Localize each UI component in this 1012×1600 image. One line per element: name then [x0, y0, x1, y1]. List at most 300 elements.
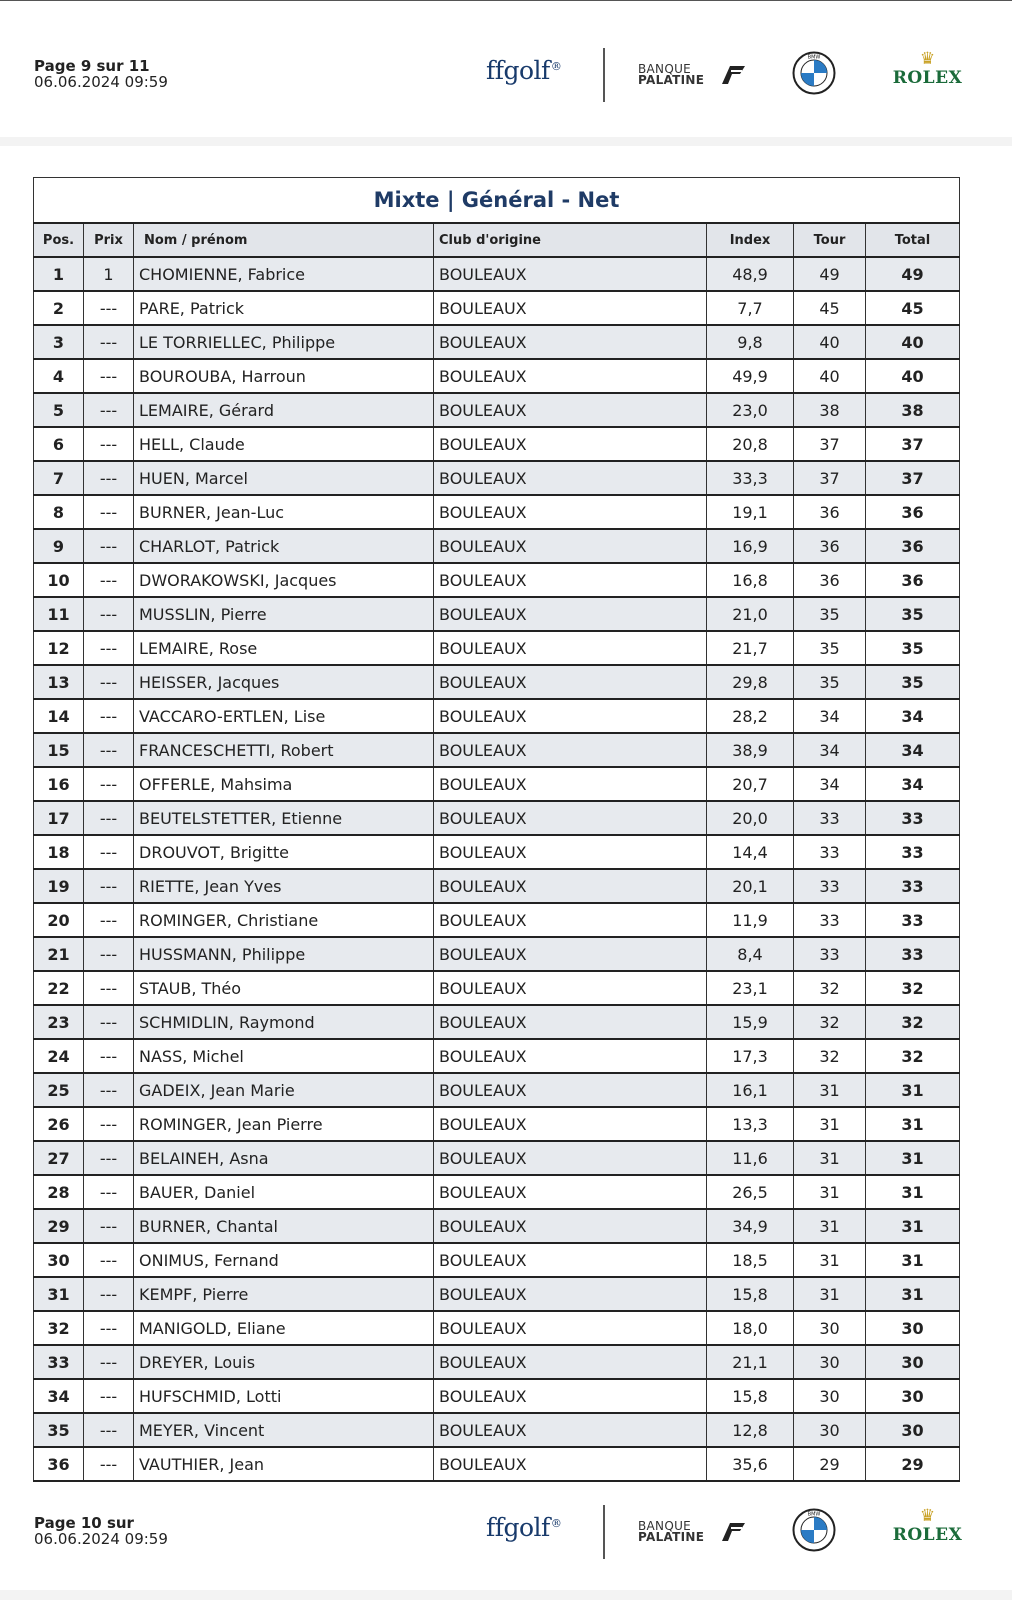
- cell-prix: ---: [84, 529, 134, 563]
- cell-tour: 30: [794, 1413, 866, 1447]
- cell-total: 40: [866, 325, 960, 359]
- cell-pos: 11: [34, 597, 84, 631]
- cell-index: 20,1: [707, 869, 794, 903]
- cell-name: HUSSMANN, Philippe: [134, 937, 434, 971]
- table-row: [34, 733, 960, 767]
- cell-name: BEUTELSTETTER, Etienne: [134, 801, 434, 835]
- cell-tour: 30: [794, 1379, 866, 1413]
- cell-prix: ---: [84, 563, 134, 597]
- page-number-bottom: Page 10 sur: [34, 1514, 134, 1532]
- cell-tour: 37: [794, 461, 866, 495]
- cell-total: 32: [866, 971, 960, 1005]
- cell-total: 33: [866, 903, 960, 937]
- table-row: [34, 1005, 960, 1039]
- cell-total: 33: [866, 937, 960, 971]
- cell-name: HELL, Claude: [134, 427, 434, 461]
- table-row: [34, 1039, 960, 1073]
- page-header-top: [0, 41, 1012, 111]
- cell-prix: ---: [84, 1005, 134, 1039]
- table-row: [34, 1277, 960, 1311]
- table-row: [34, 1311, 960, 1345]
- cell-pos: 1: [34, 257, 84, 291]
- cell-club: BOULEAUX: [434, 801, 707, 835]
- cell-tour: 36: [794, 529, 866, 563]
- cell-name: DWORAKOWSKI, Jacques: [134, 563, 434, 597]
- cell-total: 31: [866, 1175, 960, 1209]
- table-row: [34, 495, 960, 529]
- cell-club: BOULEAUX: [434, 563, 707, 597]
- page-number: Page 9 sur 11: [34, 57, 150, 75]
- cell-pos: 27: [34, 1141, 84, 1175]
- cell-tour: 45: [794, 291, 866, 325]
- table-row: [34, 1141, 960, 1175]
- cell-pos: 15: [34, 733, 84, 767]
- cell-prix: 1: [84, 257, 134, 291]
- cell-name: ROMINGER, Jean Pierre: [134, 1107, 434, 1141]
- cell-tour: 37: [794, 427, 866, 461]
- cell-pos: 34: [34, 1379, 84, 1413]
- cell-pos: 24: [34, 1039, 84, 1073]
- cell-index: 26,5: [707, 1175, 794, 1209]
- cell-pos: 10: [34, 563, 84, 597]
- cell-pos: 29: [34, 1209, 84, 1243]
- cell-index: 18,5: [707, 1243, 794, 1277]
- cell-tour: 31: [794, 1107, 866, 1141]
- cell-name: DREYER, Louis: [134, 1345, 434, 1379]
- table-row: [34, 665, 960, 699]
- cell-index: 11,9: [707, 903, 794, 937]
- cell-club: BOULEAUX: [434, 631, 707, 665]
- cell-index: 15,8: [707, 1277, 794, 1311]
- cell-club: BOULEAUX: [434, 1243, 707, 1277]
- cell-pos: 36: [34, 1447, 84, 1481]
- cell-pos: 35: [34, 1413, 84, 1447]
- cell-index: 14,4: [707, 835, 794, 869]
- cell-total: 31: [866, 1073, 960, 1107]
- cell-name: VACCARO-ERTLEN, Lise: [134, 699, 434, 733]
- cell-name: BELAINEH, Asna: [134, 1141, 434, 1175]
- cell-tour: 29: [794, 1447, 866, 1481]
- cell-tour: 30: [794, 1345, 866, 1379]
- cell-pos: 22: [34, 971, 84, 1005]
- cell-index: 23,1: [707, 971, 794, 1005]
- col-header-club: Club d'origine: [434, 223, 707, 257]
- cell-index: 16,9: [707, 529, 794, 563]
- palatine-mark-icon: [716, 62, 746, 86]
- cell-index: 9,8: [707, 325, 794, 359]
- cell-pos: 14: [34, 699, 84, 733]
- cell-pos: 9: [34, 529, 84, 563]
- cell-club: BOULEAUX: [434, 1277, 707, 1311]
- rolex-crown-icon: ♛: [919, 49, 936, 69]
- table-row: [34, 1379, 960, 1413]
- cell-name: LEMAIRE, Rose: [134, 631, 434, 665]
- cell-index: 28,2: [707, 699, 794, 733]
- cell-name: BURNER, Chantal: [134, 1209, 434, 1243]
- cell-index: 20,7: [707, 767, 794, 801]
- cell-pos: 2: [34, 291, 84, 325]
- cell-prix: ---: [84, 1413, 134, 1447]
- cell-pos: 19: [34, 869, 84, 903]
- page-info-bottom: [34, 1515, 168, 1547]
- cell-total: 36: [866, 495, 960, 529]
- cell-club: BOULEAUX: [434, 427, 707, 461]
- cell-club: BOULEAUX: [434, 597, 707, 631]
- cell-club: BOULEAUX: [434, 1073, 707, 1107]
- cell-pos: 3: [34, 325, 84, 359]
- cell-tour: 34: [794, 733, 866, 767]
- cell-club: BOULEAUX: [434, 903, 707, 937]
- cell-prix: ---: [84, 1209, 134, 1243]
- cell-total: 36: [866, 529, 960, 563]
- cell-pos: 8: [34, 495, 84, 529]
- cell-club: BOULEAUX: [434, 393, 707, 427]
- cell-pos: 17: [34, 801, 84, 835]
- col-header-total: Total: [866, 223, 960, 257]
- results-table: [33, 177, 960, 1482]
- cell-index: 8,4: [707, 937, 794, 971]
- print-datetime: 06.06.2024 09:59: [34, 73, 168, 91]
- cell-tour: 33: [794, 835, 866, 869]
- cell-name: VAUTHIER, Jean: [134, 1447, 434, 1481]
- cell-club: BOULEAUX: [434, 257, 707, 291]
- cell-prix: ---: [84, 835, 134, 869]
- cell-name: ONIMUS, Fernand: [134, 1243, 434, 1277]
- cell-total: 34: [866, 699, 960, 733]
- cell-name: BAUER, Daniel: [134, 1175, 434, 1209]
- table-row: [34, 903, 960, 937]
- cell-prix: ---: [84, 1039, 134, 1073]
- cell-club: BOULEAUX: [434, 767, 707, 801]
- cell-name: MANIGOLD, Eliane: [134, 1311, 434, 1345]
- bmw-logo: [792, 1508, 836, 1552]
- cell-index: 33,3: [707, 461, 794, 495]
- cell-total: 37: [866, 427, 960, 461]
- cell-index: 20,0: [707, 801, 794, 835]
- cell-prix: ---: [84, 1243, 134, 1277]
- cell-club: BOULEAUX: [434, 1413, 707, 1447]
- table-row: [34, 699, 960, 733]
- cell-index: 18,0: [707, 1311, 794, 1345]
- cell-prix: ---: [84, 359, 134, 393]
- cell-club: BOULEAUX: [434, 1379, 707, 1413]
- cell-total: 33: [866, 801, 960, 835]
- cell-total: 31: [866, 1243, 960, 1277]
- cell-prix: ---: [84, 1379, 134, 1413]
- cell-tour: 49: [794, 257, 866, 291]
- cell-club: BOULEAUX: [434, 869, 707, 903]
- rolex-crown-icon: ♛: [919, 1506, 936, 1526]
- table-row: [34, 869, 960, 903]
- cell-club: BOULEAUX: [434, 1447, 707, 1481]
- cell-total: 31: [866, 1141, 960, 1175]
- cell-name: GADEIX, Jean Marie: [134, 1073, 434, 1107]
- cell-tour: 35: [794, 597, 866, 631]
- rolex-logo: ♛ ROLEX: [890, 50, 965, 98]
- cell-prix: ---: [84, 767, 134, 801]
- cell-index: 15,8: [707, 1379, 794, 1413]
- cell-prix: ---: [84, 1345, 134, 1379]
- table-body: [34, 257, 960, 1481]
- cell-index: 16,1: [707, 1073, 794, 1107]
- cell-name: NASS, Michel: [134, 1039, 434, 1073]
- cell-name: HUEN, Marcel: [134, 461, 434, 495]
- cell-tour: 32: [794, 1005, 866, 1039]
- cell-index: 17,3: [707, 1039, 794, 1073]
- cell-club: BOULEAUX: [434, 1107, 707, 1141]
- col-header-prix: Prix: [84, 223, 134, 257]
- cell-total: 49: [866, 257, 960, 291]
- cell-index: 12,8: [707, 1413, 794, 1447]
- cell-club: BOULEAUX: [434, 1209, 707, 1243]
- cell-prix: ---: [84, 1107, 134, 1141]
- logo-divider: [603, 1505, 605, 1559]
- table-row: [34, 971, 960, 1005]
- table-row: [34, 257, 960, 291]
- table-row: [34, 1243, 960, 1277]
- cell-prix: ---: [84, 291, 134, 325]
- cell-index: 21,7: [707, 631, 794, 665]
- cell-total: 38: [866, 393, 960, 427]
- cell-tour: 34: [794, 699, 866, 733]
- cell-pos: 28: [34, 1175, 84, 1209]
- cell-tour: 31: [794, 1209, 866, 1243]
- cell-prix: ---: [84, 1311, 134, 1345]
- cell-club: BOULEAUX: [434, 1175, 707, 1209]
- cell-club: BOULEAUX: [434, 1039, 707, 1073]
- cell-total: 34: [866, 733, 960, 767]
- table-row: [34, 359, 960, 393]
- cell-prix: ---: [84, 393, 134, 427]
- page-header-bottom: [0, 1498, 1012, 1568]
- cell-prix: ---: [84, 597, 134, 631]
- cell-club: BOULEAUX: [434, 971, 707, 1005]
- cell-club: BOULEAUX: [434, 291, 707, 325]
- table-row: [34, 1209, 960, 1243]
- cell-index: 21,1: [707, 1345, 794, 1379]
- ffgolf-logo: ffgolf®: [486, 1513, 562, 1542]
- col-header-index: Index: [707, 223, 794, 257]
- ffgolf-logo: ffgolf®: [486, 56, 562, 85]
- cell-total: 29: [866, 1447, 960, 1481]
- cell-tour: 31: [794, 1243, 866, 1277]
- cell-name: DROUVOT, Brigitte: [134, 835, 434, 869]
- rolex-logo: ♛ ROLEX: [890, 1507, 965, 1555]
- cell-prix: ---: [84, 937, 134, 971]
- cell-prix: ---: [84, 699, 134, 733]
- sponsor-logos: [470, 46, 980, 106]
- cell-total: 33: [866, 835, 960, 869]
- table-row: [34, 937, 960, 971]
- cell-pos: 5: [34, 393, 84, 427]
- cell-name: LE TORRIELLEC, Philippe: [134, 325, 434, 359]
- table-row: [34, 1175, 960, 1209]
- cell-name: SCHMIDLIN, Raymond: [134, 1005, 434, 1039]
- cell-club: BOULEAUX: [434, 461, 707, 495]
- cell-club: BOULEAUX: [434, 1005, 707, 1039]
- cell-tour: 38: [794, 393, 866, 427]
- cell-name: OFFERLE, Mahsima: [134, 767, 434, 801]
- table-header-row: [34, 223, 960, 257]
- cell-name: PARE, Patrick: [134, 291, 434, 325]
- bmw-logo: [792, 51, 836, 95]
- bmw-roundel-icon: [792, 51, 836, 95]
- cell-index: 35,6: [707, 1447, 794, 1481]
- cell-pos: 31: [34, 1277, 84, 1311]
- cell-prix: ---: [84, 427, 134, 461]
- cell-pos: 6: [34, 427, 84, 461]
- table-title: Mixte | Général - Net: [34, 178, 960, 224]
- cell-index: 15,9: [707, 1005, 794, 1039]
- table-row: [34, 393, 960, 427]
- cell-total: 32: [866, 1005, 960, 1039]
- cell-tour: 33: [794, 869, 866, 903]
- cell-tour: 40: [794, 325, 866, 359]
- cell-name: CHARLOT, Patrick: [134, 529, 434, 563]
- cell-tour: 34: [794, 767, 866, 801]
- table-row: [34, 1107, 960, 1141]
- cell-club: BOULEAUX: [434, 529, 707, 563]
- cell-total: 35: [866, 597, 960, 631]
- table-row: [34, 631, 960, 665]
- cell-name: RIETTE, Jean Yves: [134, 869, 434, 903]
- bmw-roundel-icon: [792, 1508, 836, 1552]
- cell-name: FRANCESCHETTI, Robert: [134, 733, 434, 767]
- cell-total: 35: [866, 631, 960, 665]
- cell-total: 34: [866, 767, 960, 801]
- cell-index: 23,0: [707, 393, 794, 427]
- banque-palatine-logo: BANQUE PALATINE: [638, 59, 746, 89]
- cell-total: 36: [866, 563, 960, 597]
- cell-prix: ---: [84, 1175, 134, 1209]
- cell-club: BOULEAUX: [434, 835, 707, 869]
- cell-name: MEYER, Vincent: [134, 1413, 434, 1447]
- cell-club: BOULEAUX: [434, 699, 707, 733]
- cell-prix: ---: [84, 1141, 134, 1175]
- cell-total: 40: [866, 359, 960, 393]
- cell-prix: ---: [84, 903, 134, 937]
- table-row: [34, 1413, 960, 1447]
- table-row: [34, 529, 960, 563]
- cell-tour: 33: [794, 937, 866, 971]
- cell-total: 30: [866, 1413, 960, 1447]
- cell-prix: ---: [84, 1447, 134, 1481]
- cell-club: BOULEAUX: [434, 733, 707, 767]
- cell-pos: 12: [34, 631, 84, 665]
- table-row: [34, 1073, 960, 1107]
- cell-pos: 33: [34, 1345, 84, 1379]
- page-top-sheet: [0, 0, 1012, 137]
- cell-index: 29,8: [707, 665, 794, 699]
- cell-tour: 36: [794, 563, 866, 597]
- cell-tour: 31: [794, 1141, 866, 1175]
- cell-club: BOULEAUX: [434, 359, 707, 393]
- cell-total: 30: [866, 1379, 960, 1413]
- cell-name: LEMAIRE, Gérard: [134, 393, 434, 427]
- cell-index: 38,9: [707, 733, 794, 767]
- cell-total: 31: [866, 1209, 960, 1243]
- cell-name: HEISSER, Jacques: [134, 665, 434, 699]
- table-row: [34, 325, 960, 359]
- cell-club: BOULEAUX: [434, 1345, 707, 1379]
- cell-index: 13,3: [707, 1107, 794, 1141]
- col-header-pos: Pos.: [34, 223, 84, 257]
- cell-name: BOUROUBA, Harroun: [134, 359, 434, 393]
- cell-pos: 30: [34, 1243, 84, 1277]
- table-row: [34, 427, 960, 461]
- cell-club: BOULEAUX: [434, 1311, 707, 1345]
- cell-total: 31: [866, 1277, 960, 1311]
- sponsor-logos-bottom: [470, 1503, 980, 1563]
- cell-total: 30: [866, 1345, 960, 1379]
- cell-prix: ---: [84, 325, 134, 359]
- cell-tour: 31: [794, 1277, 866, 1311]
- table-row: [34, 835, 960, 869]
- table-row: [34, 291, 960, 325]
- cell-tour: 31: [794, 1073, 866, 1107]
- cell-name: HUFSCHMID, Lotti: [134, 1379, 434, 1413]
- cell-tour: 35: [794, 631, 866, 665]
- cell-pos: 23: [34, 1005, 84, 1039]
- print-datetime-bottom: 06.06.2024 09:59: [34, 1530, 168, 1548]
- page-info: [34, 58, 168, 90]
- svg-text:BMW: BMW: [807, 54, 821, 61]
- table-row: [34, 1345, 960, 1379]
- cell-tour: 32: [794, 971, 866, 1005]
- cell-prix: ---: [84, 461, 134, 495]
- cell-prix: ---: [84, 869, 134, 903]
- cell-total: 32: [866, 1039, 960, 1073]
- cell-index: 20,8: [707, 427, 794, 461]
- cell-tour: 30: [794, 1311, 866, 1345]
- palatine-mark-icon: [716, 1519, 746, 1543]
- cell-club: BOULEAUX: [434, 937, 707, 971]
- cell-prix: ---: [84, 801, 134, 835]
- table-row: [34, 801, 960, 835]
- svg-text:BMW: BMW: [807, 1511, 821, 1518]
- cell-club: BOULEAUX: [434, 325, 707, 359]
- cell-index: 19,1: [707, 495, 794, 529]
- banque-palatine-logo: BANQUE PALATINE: [638, 1516, 746, 1546]
- cell-club: BOULEAUX: [434, 1141, 707, 1175]
- cell-pos: 26: [34, 1107, 84, 1141]
- cell-name: MUSSLIN, Pierre: [134, 597, 434, 631]
- cell-index: 48,9: [707, 257, 794, 291]
- cell-prix: ---: [84, 1073, 134, 1107]
- cell-tour: 35: [794, 665, 866, 699]
- cell-total: 35: [866, 665, 960, 699]
- cell-prix: ---: [84, 733, 134, 767]
- col-header-tour: Tour: [794, 223, 866, 257]
- logo-divider: [603, 48, 605, 102]
- cell-prix: ---: [84, 665, 134, 699]
- cell-index: 11,6: [707, 1141, 794, 1175]
- cell-pos: 32: [34, 1311, 84, 1345]
- cell-club: BOULEAUX: [434, 665, 707, 699]
- cell-pos: 25: [34, 1073, 84, 1107]
- cell-name: STAUB, Théo: [134, 971, 434, 1005]
- table-row: [34, 597, 960, 631]
- cell-prix: ---: [84, 631, 134, 665]
- col-header-name: Nom / prénom: [134, 223, 434, 257]
- cell-index: 16,8: [707, 563, 794, 597]
- cell-total: 30: [866, 1311, 960, 1345]
- cell-tour: 32: [794, 1039, 866, 1073]
- cell-pos: 21: [34, 937, 84, 971]
- cell-tour: 31: [794, 1175, 866, 1209]
- cell-tour: 33: [794, 903, 866, 937]
- cell-name: BURNER, Jean-Luc: [134, 495, 434, 529]
